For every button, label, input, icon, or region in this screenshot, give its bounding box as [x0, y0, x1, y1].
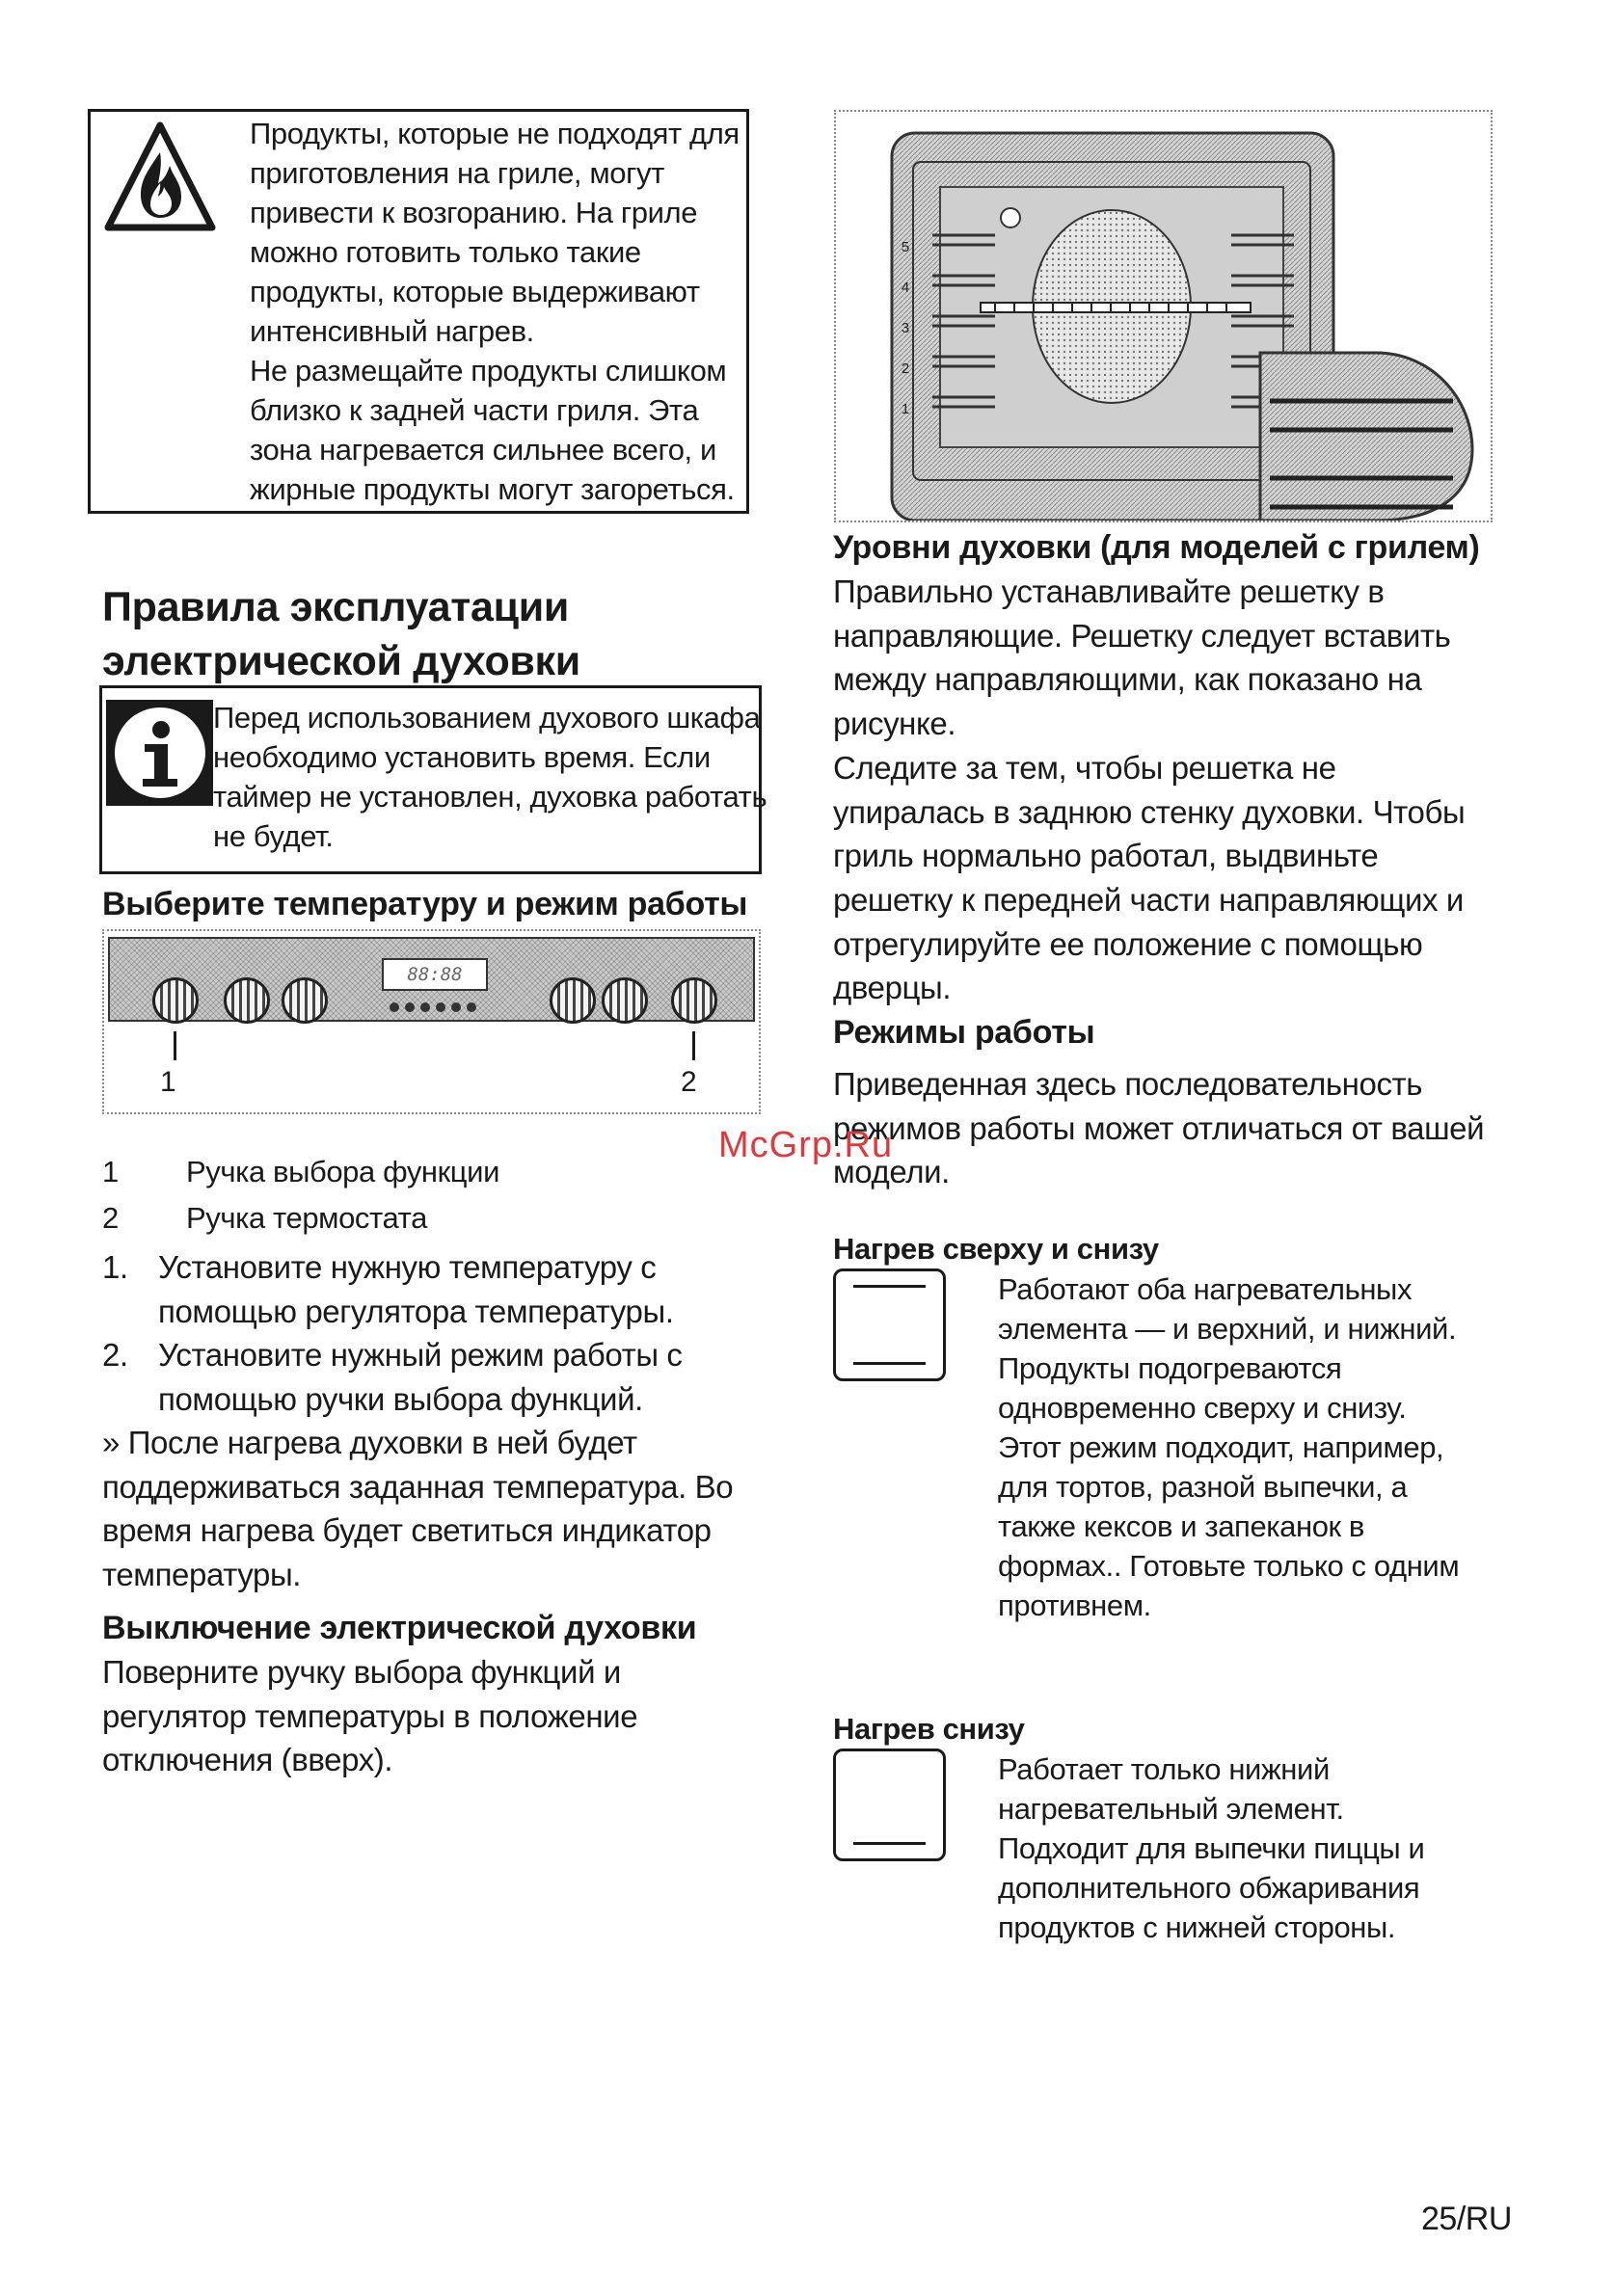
- warning-line: продукты, которые выдерживают: [250, 275, 700, 308]
- function-knob: [152, 977, 199, 1024]
- warning-line: близко к задней части гриля. Эта: [250, 393, 699, 427]
- info-line: необходимо установить время. Если: [213, 740, 711, 774]
- mode-line: продуктов с нижней стороны.: [998, 1910, 1396, 1944]
- levels-line: дверцы.: [833, 970, 952, 1006]
- knob: [602, 977, 648, 1024]
- thermostat-knob: [671, 977, 717, 1024]
- watermark: McGrp.Ru: [718, 1125, 894, 1165]
- info-text: [213, 698, 767, 856]
- fire-warning-box: [88, 109, 749, 514]
- step-text: [158, 1333, 683, 1421]
- warning-line: жирные продукты могут загореться.: [250, 472, 735, 506]
- section-title: [102, 580, 580, 688]
- switch-off-line: регулятор температуры в положение: [102, 1697, 638, 1734]
- mode-line: Подходит для выпечки пиццы и: [998, 1831, 1425, 1865]
- mode-line: Работает только нижний: [998, 1752, 1330, 1786]
- legend-text: Ручка термостата: [186, 1201, 427, 1235]
- flame-warning-icon: [102, 120, 218, 235]
- modes-line: Приведенная здесь последовательность: [833, 1066, 1423, 1102]
- mode-line: также кексов и запеканок в: [998, 1509, 1364, 1543]
- after-line: » После нагрева духовки в ней будет: [102, 1425, 637, 1460]
- warning-line: можно готовить только такие: [250, 235, 641, 269]
- page-number: 25/RU: [1421, 2201, 1512, 2237]
- step-text: [158, 1245, 674, 1333]
- modes-line: режимов работы может отличаться от вашей: [833, 1109, 1485, 1146]
- warning-line: зона нагревается сильнее всего, и: [250, 433, 716, 467]
- mode-line: Работают оба нагревательных: [998, 1272, 1413, 1306]
- switch-off-line: Поверните ручку выбора функций и: [102, 1654, 621, 1690]
- bottom-heat-icon: [833, 1749, 946, 1861]
- modes-heading: Режимы работы: [833, 1014, 1095, 1051]
- switch-off-line: отключения (вверх).: [102, 1742, 393, 1778]
- shelf-level-label: 3: [901, 320, 910, 336]
- levels-line: отрегулируйте ее положение с помощью: [833, 925, 1423, 962]
- warning-line: интенсивный нагрев.: [250, 314, 534, 348]
- info-icon: [106, 700, 213, 806]
- shelf-level-label: 5: [901, 239, 910, 255]
- knob: [550, 977, 596, 1024]
- info-line: Перед использованием духового шкафа: [213, 701, 761, 734]
- mode-line: противнем.: [998, 1589, 1151, 1622]
- callout-2-label: 2: [681, 1066, 697, 1098]
- mode-line: для тортов, разной выпечки, а: [998, 1470, 1408, 1504]
- levels-line: Следите за тем, чтобы решетка не: [833, 749, 1336, 786]
- callout-line-2: [692, 1031, 695, 1060]
- mode-line: формах.. Готовьте только с одним: [998, 1549, 1460, 1583]
- levels-line: упиралась в заднюю стенку духовки. Чтобы: [833, 793, 1466, 830]
- levels-line: между направляющими, как показано на: [833, 661, 1422, 698]
- mode-line: дополнительного обжаривания: [998, 1871, 1420, 1905]
- step-line: Установите нужную температуру с: [158, 1249, 657, 1285]
- levels-text: [833, 570, 1465, 1010]
- switch-off-text: [102, 1650, 637, 1782]
- step-line: Установите нужный режим работы с: [158, 1337, 683, 1373]
- legend-text: Ручка выбора функции: [186, 1155, 499, 1188]
- legend-number: 1: [102, 1155, 119, 1188]
- timer-display: 88:88: [382, 958, 488, 991]
- select-temp-heading: Выберите температуру и режим работы: [102, 886, 748, 922]
- after-line: поддерживаться заданная температура. Во: [102, 1468, 734, 1505]
- mode-line: Продукты подогреваются: [998, 1351, 1342, 1385]
- control-panel-figure: [102, 929, 761, 1114]
- mode-line: одновременно сверху и снизу.: [998, 1391, 1407, 1425]
- callout-1-label: 1: [160, 1066, 176, 1098]
- levels-line: рисунке.: [833, 706, 956, 742]
- warning-line: Не размещайте продукты слишком: [250, 354, 727, 387]
- step-number: 2.: [102, 1337, 128, 1373]
- section-title-line: электрической духовки: [102, 638, 580, 684]
- mode-bottom-heading: Нагрев снизу: [833, 1712, 1025, 1746]
- fire-warning-text: [250, 114, 740, 509]
- section-title-line: Правила эксплуатации: [102, 584, 570, 630]
- warning-line: привести к возгоранию. На гриле: [250, 196, 698, 229]
- legend-item: [102, 1198, 119, 1238]
- oven-cavity-illustration: [836, 112, 1491, 521]
- step-line: помощью регулятора температуры.: [158, 1293, 674, 1329]
- shelf-level-label: 1: [901, 401, 910, 417]
- after-line: время нагрева будет светиться индикатор: [102, 1512, 712, 1549]
- levels-line: Правильно устанавливайте решетку в: [833, 574, 1385, 609]
- warning-line: приготовления на гриле, могут: [250, 156, 664, 190]
- shelf-level-label: 2: [901, 360, 910, 377]
- mode-top-bottom-heading: Нагрев сверху и снизу: [833, 1232, 1159, 1266]
- warning-line: Продукты, которые не подходят для: [250, 117, 740, 150]
- knob: [224, 977, 270, 1024]
- legend-number: 2: [102, 1201, 119, 1235]
- knob: [282, 977, 328, 1024]
- switch-off-heading: Выключение электрической духовки: [102, 1610, 697, 1646]
- levels-heading: Уровни духовки (для моделей с грилем): [833, 529, 1480, 566]
- modes-text: [833, 1062, 1484, 1194]
- mode-line: элемента — и верхний, и нижний.: [998, 1312, 1457, 1346]
- step-number: 1.: [102, 1249, 128, 1285]
- mode-bottom-text: [998, 1749, 1424, 1947]
- mode-line: нагревательный элемент.: [998, 1792, 1344, 1826]
- levels-line: гриль нормально работал, выдвиньте: [833, 838, 1379, 874]
- after-line: температуры.: [102, 1557, 302, 1593]
- info-line: таймер не установлен, духовка работать: [213, 780, 767, 814]
- modes-line: модели.: [833, 1154, 950, 1190]
- shelf-level-label: 4: [901, 280, 910, 296]
- callout-line-1: [174, 1031, 176, 1060]
- after-heating-text: [102, 1421, 733, 1597]
- step-line: помощью ручки выбора функций.: [158, 1380, 643, 1417]
- info-box: [99, 685, 767, 874]
- levels-line: решетку к передней части направляющих и: [833, 881, 1464, 918]
- legend-item: [102, 1152, 119, 1191]
- levels-line: направляющие. Решетку следует вставить: [833, 617, 1451, 654]
- shelf-level-labels: [896, 227, 915, 430]
- mode-top-bottom-text: [998, 1269, 1459, 1625]
- top-bottom-heat-icon: [833, 1268, 946, 1381]
- oven-levels-figure: [834, 110, 1493, 522]
- info-line: не будет.: [213, 819, 334, 853]
- mode-line: Этот режим подходит, например,: [998, 1430, 1444, 1464]
- timer-buttons: [390, 1002, 496, 1016]
